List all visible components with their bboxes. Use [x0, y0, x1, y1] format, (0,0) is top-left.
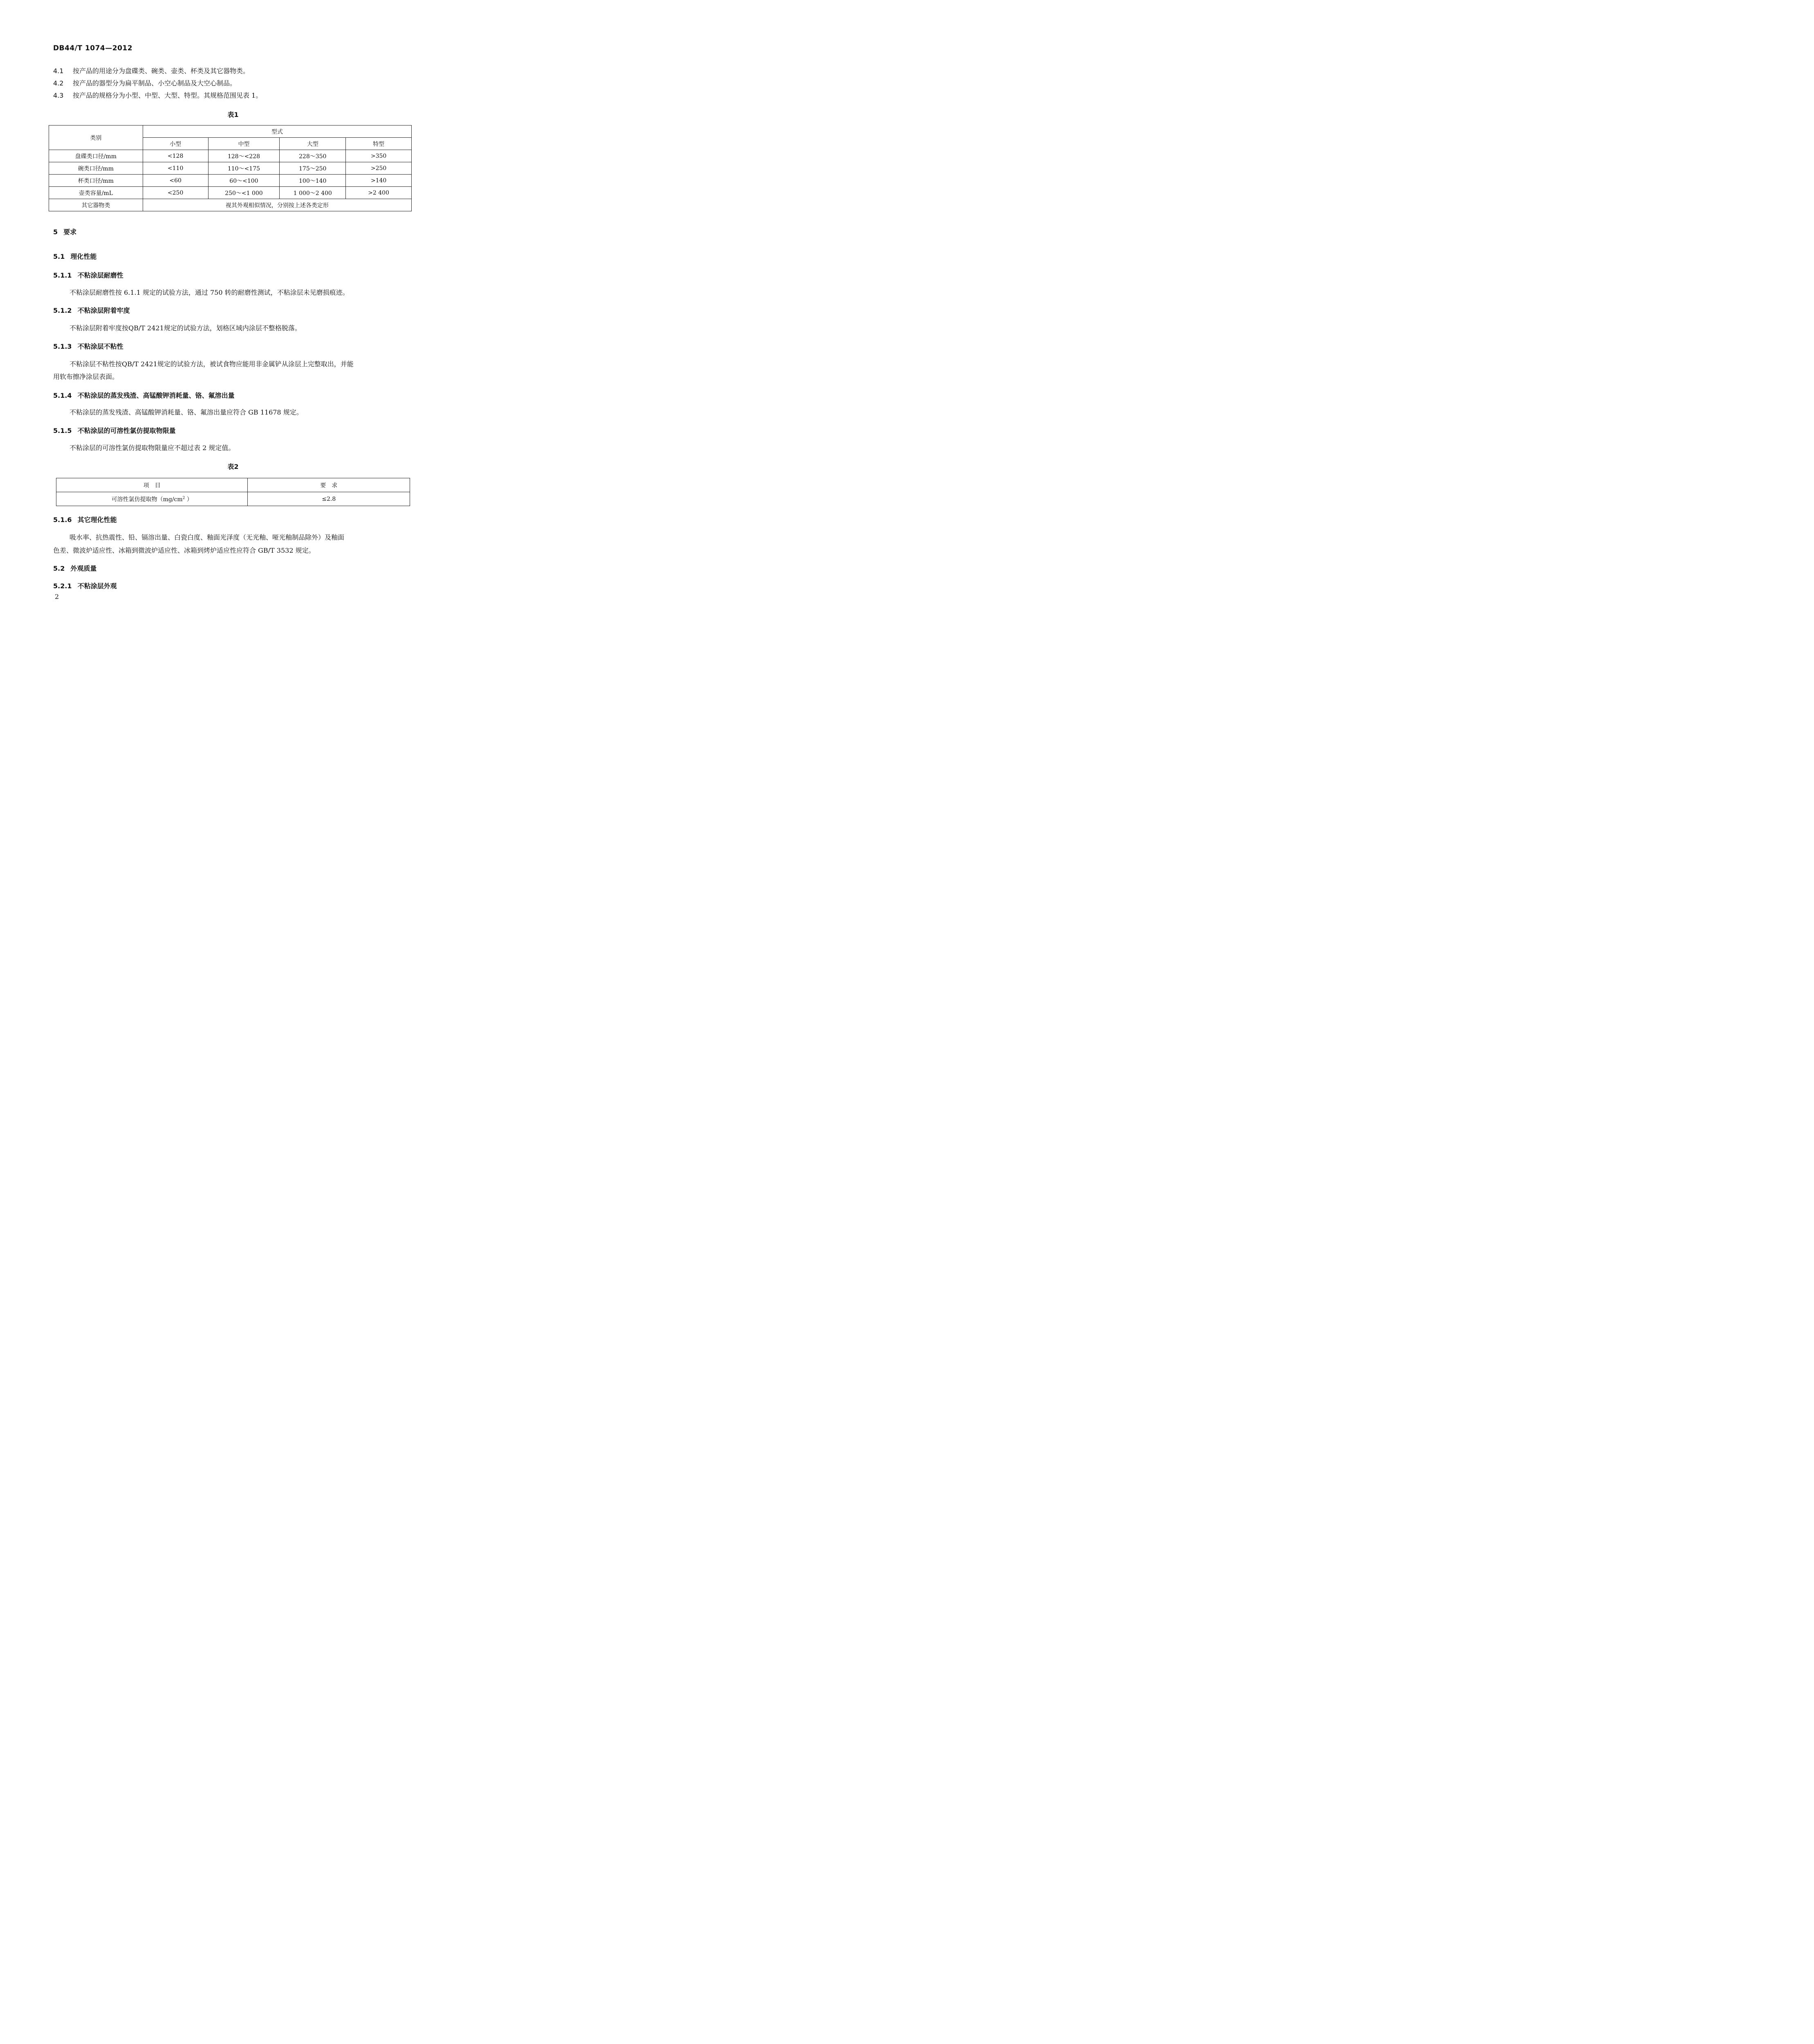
body-5-1-1: 不粘涂层耐磨性按 6.1.1 规定的试验方法，通过 750 转的耐磨性测试，不粘涂层未见磨损痕迹。 [70, 289, 349, 296]
clause-text: 按产品的规格分为小型、中型、大型、特型。其规格范围见表 1。 [73, 92, 262, 99]
clause-number: 4.2 [53, 79, 64, 87]
table-cell: 60～<100 [208, 175, 280, 187]
heading-5-1-3: 5.1.3 不粘涂层不粘性 [53, 343, 123, 350]
clause-4-3 [53, 90, 262, 100]
row-label: 碗类口径/mm [49, 162, 143, 175]
table2 [56, 478, 410, 506]
heading-5-1-2: 5.1.2 不粘涂层附着牢度 [53, 307, 130, 314]
table-cell: 175～250 [280, 162, 346, 175]
table-row [56, 492, 410, 506]
size-medium: 中型 [208, 138, 280, 150]
table-cell: <110 [143, 162, 208, 175]
table2-col-requirement: 要 求 [248, 478, 410, 492]
row-label: 壶类容量/mL [49, 187, 143, 199]
body-5-1-3-line1: 不粘涂层不粘性按QB/T 2421规定的试验方法，被试食物应能用非金属铲从涂层上完整取出，并能 [70, 360, 354, 368]
row-label: 杯类口径/mm [49, 175, 143, 187]
table2-item-cell: 可溶性氯仿提取物（$mg/cm^2$ ） [56, 492, 248, 506]
table-cell: >250 [346, 162, 412, 175]
heading-5-1-5: 5.1.5 不粘涂层的可溶性氯仿提取物限量 [53, 427, 176, 435]
table-cell: <60 [143, 175, 208, 187]
table-cell: >140 [346, 175, 412, 187]
table-cell: <250 [143, 187, 208, 199]
table-cell: 228～350 [280, 150, 346, 162]
clause-4-2 [53, 78, 236, 87]
heading-5-1-4: 5.1.4 不粘涂层的蒸发残渣、高锰酸钾消耗量、铬、氟溶出量 [53, 392, 235, 399]
table-row [49, 187, 412, 199]
page-number: 2 [55, 593, 59, 601]
table2-col-item: 项 目 [56, 478, 248, 492]
body-5-1-4: 不粘涂层的蒸发残渣、高锰酸钾消耗量、铬、氟溶出量应符合 GB 11678 规定。 [70, 408, 303, 416]
heading-5-1-6: 5.1.6 其它理化性能 [53, 516, 117, 524]
heading-5-1: 5.1 理化性能 [53, 253, 97, 260]
body-5-1-6-line1: 吸水率、抗热震性、铅、镉溶出量、白瓷白度、釉面光泽度（无光釉、哑光釉制品除外）及釉面 [70, 533, 345, 541]
table-cell: 250～<1 000 [208, 187, 280, 199]
heading-5-2-1: 5.2.1 不粘涂层外观 [53, 582, 117, 590]
body-5-1-3-line2: 用软布擦净涂层表面。 [53, 373, 119, 381]
table1-caption: 表1 [227, 111, 239, 119]
heading-5-2: 5.2 外观质量 [53, 565, 97, 572]
table2-requirement-cell: ≤2.8 [248, 492, 410, 506]
table-row [49, 162, 412, 175]
body-5-1-2: 不粘涂层附着牢度按QB/T 2421规定的试验方法，划格区域内涂层不整格脱落。 [70, 324, 301, 332]
clause-number: 4.3 [53, 92, 64, 99]
table-cell: 1 000～2 400 [280, 187, 346, 199]
table-cell: <128 [143, 150, 208, 162]
clause-text: 按产品的器型分为扁平制品、小空心制品及大空心制品。 [73, 79, 237, 87]
clause-number: 4.1 [53, 67, 64, 75]
document-code: DB44/T 1074—2012 [53, 44, 133, 52]
table-row [49, 150, 412, 162]
row-label: 盘碟类口径/mm [49, 150, 143, 162]
body-5-1-5: 不粘涂层的可溶性氯仿提取物限量应不超过表 2 规定值。 [70, 444, 235, 452]
table1-col-type: 型式 [143, 126, 411, 138]
table-cell: 110～<175 [208, 162, 280, 175]
clause-text: 按产品的用途分为盘碟类、碗类、壶类、杯类及其它器物类。 [73, 67, 250, 75]
table2-header-row [56, 478, 410, 492]
table-row [49, 175, 412, 187]
table-cell: >2 400 [346, 187, 412, 199]
table-cell: 128～<228 [208, 150, 280, 162]
clause-4-1 [53, 66, 249, 75]
table2-caption: 表2 [227, 463, 239, 471]
table-cell: >350 [346, 150, 412, 162]
row-label: 其它器物类 [49, 199, 143, 211]
body-5-1-6-line2: 色差、微波炉适应性、冰箱到微波炉适应性、冰箱到烤炉适应性应符合 GB/T 3532 规定。 [53, 547, 315, 554]
size-large: 大型 [280, 138, 346, 150]
table1 [49, 125, 412, 211]
size-small: 小型 [143, 138, 208, 150]
table-cell: 视其外观相似情况，分别按上述各类定形 [143, 199, 411, 211]
heading-5: 5 要求 [53, 228, 77, 236]
heading-5-1-1: 5.1.1 不粘涂层耐磨性 [53, 271, 123, 279]
table-row [49, 199, 412, 211]
table-cell: 100～140 [280, 175, 346, 187]
size-special: 特型 [346, 138, 412, 150]
table1-header-row [49, 126, 412, 138]
table1-col-category: 类别 [49, 126, 143, 150]
